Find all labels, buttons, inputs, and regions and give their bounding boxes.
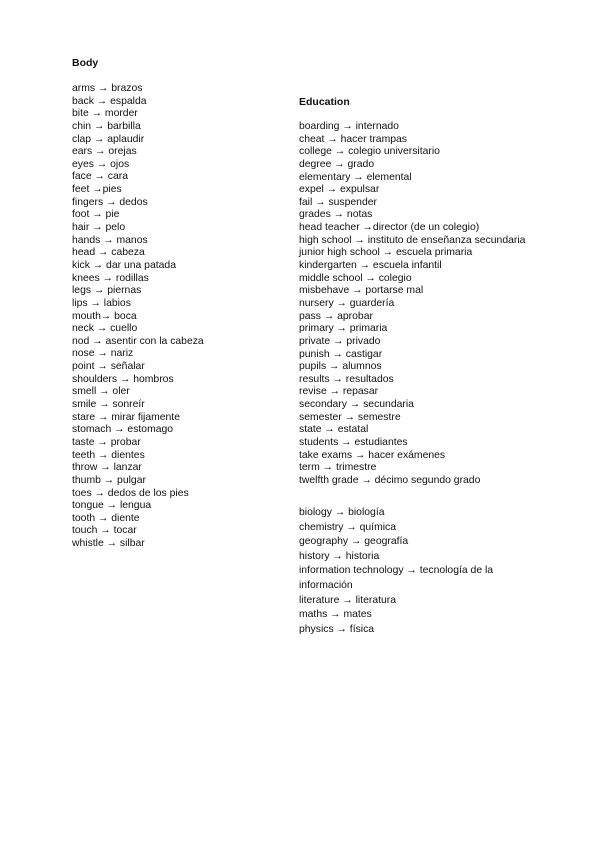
list-item: lips → labios bbox=[72, 297, 131, 309]
list-item: misbehave → portarse mal bbox=[299, 285, 424, 297]
list-item: junior high school → escuela primaria bbox=[299, 247, 473, 259]
list-item: toes → dedos de los pies bbox=[72, 487, 189, 499]
subjects-vocabulary-list bbox=[299, 506, 519, 637]
list-item: maths → mates bbox=[299, 609, 372, 621]
list-item: physics → física bbox=[299, 623, 375, 635]
list-item: grades → notas bbox=[299, 209, 373, 221]
list-item: bite → morder bbox=[72, 108, 138, 120]
list-item: students → estudiantes bbox=[299, 437, 408, 449]
list-item: throw → lanzar bbox=[72, 462, 142, 474]
list-item: fail → suspender bbox=[299, 196, 377, 208]
list-item: kindergarten → escuela infantil bbox=[299, 260, 442, 272]
list-item: nose → nariz bbox=[72, 348, 134, 360]
list-item: head → cabeza bbox=[72, 247, 145, 259]
list-item: clap → aplaudir bbox=[72, 133, 145, 145]
list-item: kick → dar una patada bbox=[72, 259, 176, 271]
list-item: tooth → diente bbox=[72, 512, 140, 524]
list-item: literature → literatura bbox=[299, 594, 397, 606]
list-item: tongue → lengua bbox=[72, 500, 152, 512]
list-item: eyes → ojos bbox=[72, 158, 130, 170]
list-item: geography → geografía bbox=[299, 536, 409, 548]
list-item: semester → semestre bbox=[299, 411, 401, 423]
list-item: smile → sonreír bbox=[72, 399, 145, 411]
list-item: pass → aprobar bbox=[299, 310, 373, 322]
list-item: mouth→ boca bbox=[72, 310, 137, 322]
education-heading: Education bbox=[299, 96, 350, 108]
list-item: punish → castigar bbox=[299, 348, 383, 360]
body-vocabulary-list bbox=[72, 83, 204, 551]
list-item: hair → pelo bbox=[72, 222, 126, 234]
list-item: smell → oler bbox=[72, 386, 130, 398]
list-item: boarding → internado bbox=[299, 121, 399, 132]
list-item: pupils → alumnos bbox=[299, 361, 382, 373]
list-item: whistle → silbar bbox=[72, 538, 145, 550]
list-item: head teacher →director (de un colegio) bbox=[299, 222, 480, 234]
list-item: degree → grado bbox=[299, 158, 375, 170]
list-item: middle school → colegio bbox=[299, 272, 412, 284]
list-item: face → cara bbox=[72, 171, 129, 183]
list-item: fingers → dedos bbox=[72, 196, 148, 208]
list-item: back → espalda bbox=[72, 95, 147, 107]
list-item: stomach → estomago bbox=[72, 424, 174, 436]
list-item: arms → brazos bbox=[72, 83, 143, 94]
list-item: term → trimestre bbox=[299, 462, 377, 474]
list-item: legs → piernas bbox=[72, 285, 142, 297]
list-item: stare → mirar fijamente bbox=[72, 411, 180, 423]
list-item: nursery → guardería bbox=[299, 297, 395, 309]
list-item: shoulders → hombros bbox=[72, 373, 174, 385]
list-item: biology → biología bbox=[299, 507, 385, 518]
list-item: elementary → elemental bbox=[299, 171, 412, 183]
list-item: point → señalar bbox=[72, 361, 145, 373]
body-heading: Body bbox=[72, 57, 99, 69]
list-item: feet →pies bbox=[72, 184, 122, 196]
list-item: thumb → pulgar bbox=[72, 474, 146, 486]
list-item: ears → orejas bbox=[72, 146, 137, 158]
list-item: chemistry → química bbox=[299, 521, 397, 533]
list-item: information technology → tecnología de la información bbox=[299, 565, 494, 591]
list-item: history → historia bbox=[299, 550, 380, 562]
list-item: take exams → hacer exámenes bbox=[299, 449, 446, 461]
list-item: chin → barbilla bbox=[72, 120, 141, 132]
list-item: results → resultados bbox=[299, 373, 394, 385]
list-item: teeth → dientes bbox=[72, 449, 145, 461]
list-item: high school → instituto de enseñanza secundaria bbox=[299, 234, 526, 246]
list-item: neck → cuello bbox=[72, 323, 138, 335]
list-item: taste → probar bbox=[72, 436, 141, 448]
list-item: private → privado bbox=[299, 335, 381, 347]
list-item: state → estatal bbox=[299, 424, 369, 436]
list-item: touch → tocar bbox=[72, 525, 137, 537]
list-item: nod → asentir con la cabeza bbox=[72, 335, 204, 347]
list-item: hands → manos bbox=[72, 234, 148, 246]
list-item: revise → repasar bbox=[299, 386, 379, 398]
education-vocabulary-list bbox=[299, 121, 525, 488]
list-item: cheat → hacer trampas bbox=[299, 133, 407, 145]
list-item: secondary → secundaria bbox=[299, 399, 414, 411]
list-item: expel → expulsar bbox=[299, 184, 380, 196]
list-item: twelfth grade → décimo segundo grado bbox=[299, 474, 481, 486]
list-item: college → colegio universitario bbox=[299, 146, 440, 158]
list-item: primary → primaria bbox=[299, 323, 388, 335]
list-item: knees → rodillas bbox=[72, 272, 149, 284]
list-item: foot → pie bbox=[72, 209, 120, 221]
